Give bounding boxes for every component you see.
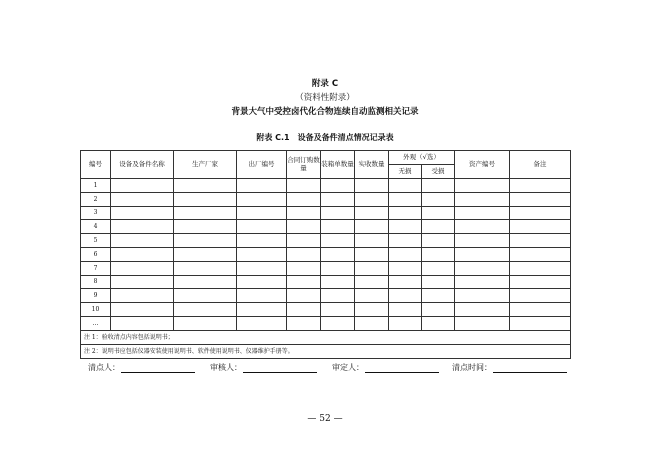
table-row — [81, 179, 571, 193]
table-cell[interactable] — [355, 206, 389, 220]
table-cell[interactable] — [174, 206, 237, 220]
header-appearance: 外观（√选） — [389, 151, 455, 165]
table-row — [81, 303, 571, 317]
table-cell[interactable] — [321, 247, 355, 261]
table-cell[interactable] — [287, 316, 321, 330]
table-cell[interactable] — [389, 179, 422, 193]
table-cell[interactable] — [237, 220, 287, 234]
table-cell[interactable] — [174, 289, 237, 303]
table-cell[interactable] — [422, 220, 455, 234]
row-number: 6 — [81, 247, 111, 261]
table-cell[interactable] — [287, 247, 321, 261]
table-cell[interactable] — [237, 206, 287, 220]
table-cell[interactable] — [237, 275, 287, 289]
table-cell[interactable] — [237, 289, 287, 303]
table-cell[interactable] — [422, 206, 455, 220]
table-cell[interactable] — [455, 261, 510, 275]
table-cell[interactable] — [321, 234, 355, 248]
table-cell[interactable] — [287, 275, 321, 289]
table-cell[interactable] — [321, 220, 355, 234]
signature-time-label: 清点时间： — [452, 363, 492, 372]
table-cell[interactable] — [321, 192, 355, 206]
table-cell[interactable] — [422, 261, 455, 275]
table-title: 附表 C.1 设备及备件清点情况记录表 — [256, 133, 394, 142]
table-cell[interactable] — [422, 234, 455, 248]
table-cell[interactable] — [455, 247, 510, 261]
row-number: 2 — [81, 192, 111, 206]
signature-reviewer — [210, 362, 317, 373]
table-cell[interactable] — [174, 303, 237, 317]
inventory-table — [80, 150, 571, 359]
table-cell[interactable] — [111, 289, 174, 303]
table-cell[interactable] — [174, 316, 237, 330]
table-cell[interactable] — [287, 289, 321, 303]
signature-counter — [88, 362, 195, 373]
table-cell[interactable] — [510, 179, 571, 193]
table-cell[interactable] — [111, 179, 174, 193]
table-cell[interactable] — [355, 234, 389, 248]
table-cell[interactable] — [111, 303, 174, 317]
header-asset-no: 资产编号 — [455, 151, 510, 179]
table-cell[interactable] — [287, 261, 321, 275]
table-cell[interactable] — [287, 234, 321, 248]
table-cell[interactable] — [510, 289, 571, 303]
table-cell[interactable] — [111, 234, 174, 248]
signature-approver-label: 审定人： — [332, 363, 364, 372]
table-cell[interactable] — [237, 261, 287, 275]
row-number: … — [81, 316, 111, 330]
table-cell[interactable] — [389, 234, 422, 248]
table-row — [81, 289, 571, 303]
table-cell[interactable] — [237, 179, 287, 193]
table-cell[interactable] — [455, 220, 510, 234]
table-row — [81, 234, 571, 248]
appendix-label: 附录 C — [311, 79, 339, 89]
table-cell[interactable] — [287, 303, 321, 317]
table-cell[interactable] — [389, 316, 422, 330]
table-cell[interactable] — [355, 247, 389, 261]
appendix-type: （资料性附录） — [295, 93, 355, 103]
row-number: 9 — [81, 289, 111, 303]
signature-time-line[interactable] — [493, 363, 567, 373]
table-cell[interactable] — [510, 192, 571, 206]
table-cell[interactable] — [111, 275, 174, 289]
table-cell[interactable] — [355, 275, 389, 289]
table-cell[interactable] — [422, 247, 455, 261]
table-cell[interactable] — [455, 179, 510, 193]
table-cell[interactable] — [455, 303, 510, 317]
table-cell[interactable] — [174, 247, 237, 261]
table-cell[interactable] — [321, 303, 355, 317]
table-cell[interactable] — [389, 192, 422, 206]
table-cell[interactable] — [510, 220, 571, 234]
table-cell[interactable] — [174, 179, 237, 193]
table-cell[interactable] — [455, 289, 510, 303]
header-received-qty: 实收数量 — [355, 151, 389, 179]
signature-time — [452, 362, 567, 373]
table-cell[interactable] — [510, 316, 571, 330]
table-cell[interactable] — [389, 303, 422, 317]
table-row — [81, 247, 571, 261]
table-cell[interactable] — [111, 192, 174, 206]
row-number: 3 — [81, 206, 111, 220]
table-cell[interactable] — [510, 275, 571, 289]
table-cell[interactable] — [321, 275, 355, 289]
table-cell[interactable] — [355, 316, 389, 330]
signature-approver — [332, 362, 439, 373]
header-maker: 生产厂家 — [174, 151, 237, 179]
row-number: 8 — [81, 275, 111, 289]
table-cell[interactable] — [389, 220, 422, 234]
table-cell[interactable] — [355, 289, 389, 303]
row-number: 4 — [81, 220, 111, 234]
table-cell[interactable] — [422, 289, 455, 303]
table-cell[interactable] — [389, 289, 422, 303]
signature-counter-line[interactable] — [121, 363, 195, 373]
table-cell[interactable] — [355, 303, 389, 317]
table-cell[interactable] — [237, 192, 287, 206]
table-cell[interactable] — [389, 247, 422, 261]
table-cell[interactable] — [422, 275, 455, 289]
signature-reviewer-line[interactable] — [243, 363, 317, 373]
table-cell[interactable] — [510, 303, 571, 317]
header-intact: 无损 — [389, 165, 422, 179]
table-cell[interactable] — [422, 316, 455, 330]
table-row — [81, 275, 571, 289]
table-cell[interactable] — [455, 275, 510, 289]
header-serial: 出厂编号 — [237, 151, 287, 179]
table-cell[interactable] — [455, 234, 510, 248]
table-cell[interactable] — [174, 275, 237, 289]
table-cell[interactable] — [174, 234, 237, 248]
table-cell[interactable] — [355, 261, 389, 275]
row-number: 10 — [81, 303, 111, 317]
table-cell[interactable] — [287, 206, 321, 220]
table-cell[interactable] — [174, 261, 237, 275]
table-cell[interactable] — [287, 179, 321, 193]
row-number: 5 — [81, 234, 111, 248]
table-note-1: 注 1：验收清点内容包括说明书； — [81, 330, 571, 344]
table-cell[interactable] — [111, 316, 174, 330]
table-row — [81, 261, 571, 275]
table-cell[interactable] — [455, 192, 510, 206]
table-cell[interactable] — [174, 192, 237, 206]
row-number: 7 — [81, 261, 111, 275]
table-cell[interactable] — [111, 247, 174, 261]
table-cell[interactable] — [422, 192, 455, 206]
table-cell[interactable] — [422, 303, 455, 317]
header-pack-qty: 装箱单数量 — [321, 151, 355, 179]
table-cell[interactable] — [355, 220, 389, 234]
table-cell[interactable] — [321, 179, 355, 193]
header-damaged: 受损 — [422, 165, 455, 179]
table-note-2: 注 2：说明书应包括仪器安装使用说明书、软件使用说明书、仪器维护手册等。 — [81, 344, 571, 358]
table-cell[interactable] — [321, 206, 355, 220]
table-row — [81, 220, 571, 234]
header-name: 设备及备件名称 — [111, 151, 174, 179]
table-cell[interactable] — [389, 261, 422, 275]
header-no: 编号 — [81, 151, 111, 179]
header-contract-qty: 合同订购数量 — [287, 151, 321, 179]
table-cell[interactable] — [321, 289, 355, 303]
table-cell[interactable] — [355, 192, 389, 206]
table-cell[interactable] — [237, 303, 287, 317]
table-cell[interactable] — [422, 179, 455, 193]
table-cell[interactable] — [389, 275, 422, 289]
table-row — [81, 192, 571, 206]
table-row — [81, 316, 571, 330]
table-cell[interactable] — [174, 220, 237, 234]
table-cell[interactable] — [237, 316, 287, 330]
table-cell[interactable] — [321, 261, 355, 275]
table-cell[interactable] — [111, 206, 174, 220]
table-cell[interactable] — [111, 220, 174, 234]
table-row — [81, 206, 571, 220]
row-number: 1 — [81, 179, 111, 193]
signature-approver-line[interactable] — [365, 363, 439, 373]
header-remark: 备注 — [510, 151, 571, 179]
table-cell[interactable] — [237, 247, 287, 261]
table-cell[interactable] — [510, 206, 571, 220]
table-cell[interactable] — [455, 206, 510, 220]
table-cell[interactable] — [510, 247, 571, 261]
table-cell[interactable] — [355, 179, 389, 193]
table-cell[interactable] — [111, 261, 174, 275]
appendix-title: 背景大气中受控卤代化合物连续自动监测相关记录 — [231, 107, 419, 117]
table-cell[interactable] — [287, 220, 321, 234]
table-cell[interactable] — [510, 261, 571, 275]
signature-counter-label: 清点人： — [88, 363, 120, 372]
table-cell[interactable] — [287, 192, 321, 206]
table-cell[interactable] — [237, 234, 287, 248]
table-cell[interactable] — [510, 234, 571, 248]
table-cell[interactable] — [389, 206, 422, 220]
table-cell[interactable] — [321, 316, 355, 330]
page-number: — 52 — — [307, 414, 343, 424]
table-cell[interactable] — [455, 316, 510, 330]
signature-reviewer-label: 审核人： — [210, 363, 242, 372]
